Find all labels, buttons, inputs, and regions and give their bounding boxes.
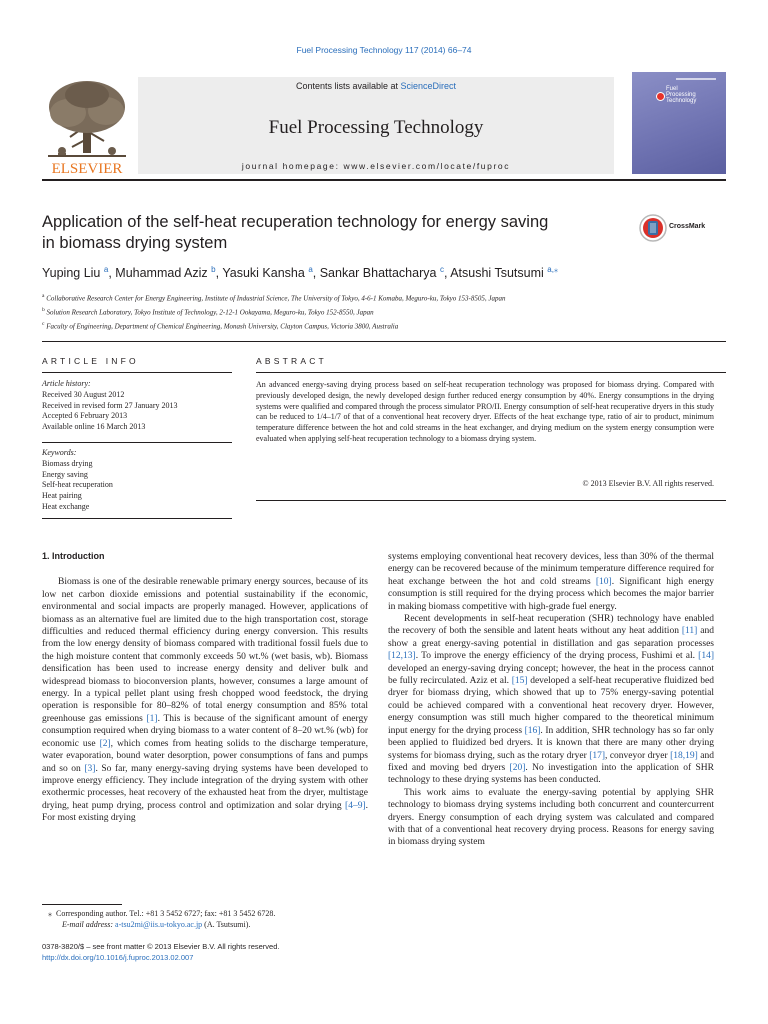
journal-homepage-link[interactable]: journal homepage: www.elsevier.com/locate/fuproc [241, 161, 511, 171]
reference-link[interactable]: [3] [84, 763, 96, 774]
author-email-link[interactable]: a-tsu2mi@iis.u-tokyo.ac.jp [115, 920, 203, 929]
cover-title-line: Fuel [666, 86, 678, 92]
article-history [42, 379, 232, 433]
article-info-heading: ARTICLE INFO [42, 356, 139, 366]
reference-link[interactable]: [12,13] [388, 651, 416, 662]
crossmark-badge[interactable] [639, 213, 729, 243]
email-label: E-mail address: [62, 920, 114, 929]
affiliation-item: $^a$ Collaborative Research Center for Energy Engineering, Institute of Industrial Science, The University of Tokyo, 4-6-1 Komaba, Meguro-ku, Tokyo 153-8505, Japan [42, 293, 506, 303]
history-item: Received in revised form 27 January 2013 [42, 400, 178, 410]
author-name[interactable]: Yasuki Kansha [222, 266, 305, 281]
doi-link[interactable]: http://dx.doi.org/10.1016/j.fuproc.2013.02.007 [42, 953, 194, 962]
author-name[interactable]: Sankar Bhattacharya [319, 266, 437, 281]
reference-link[interactable]: [4–9] [345, 800, 366, 811]
cover-logo-icon [656, 92, 665, 101]
reference-link[interactable]: [2] [99, 738, 111, 749]
author-affiliation-mark[interactable]: a [308, 265, 313, 274]
divider [42, 341, 726, 342]
footnote [42, 908, 368, 930]
contents-line [138, 81, 614, 91]
reference-link[interactable]: [17] [589, 750, 606, 761]
body-text: . This is because of the significant amount of energy consumption required when drying biomass to a water content of 8–20 wt.% (wb) for economic use [42, 713, 368, 749]
author-name[interactable]: Yuping Liu [42, 266, 101, 281]
body-column-left [42, 550, 368, 825]
keyword-item: Heat exchange [42, 501, 90, 511]
reference-link[interactable]: [10] [595, 576, 612, 587]
history-item: Available online 16 March 2013 [42, 422, 146, 432]
cover-title-line: Processing [666, 92, 696, 98]
affiliation-item: $^b$ Solution Research Laboratory, Tokyo Institute of Technology, 2-12-1 Ookayama, Meguro-ku, Tokyo 152-8550, Japan [42, 306, 374, 317]
keyword-item: Biomass drying [42, 458, 93, 468]
body-column-right [388, 551, 714, 849]
author-affiliation-mark[interactable]: a,⁎ [547, 265, 558, 274]
keywords [42, 448, 232, 513]
body-text: and show a great energy-saving potential in distillation and gas separation processes [388, 626, 714, 649]
section-heading: 1. Introduction [42, 551, 105, 561]
masthead [42, 67, 726, 177]
footnote-rule [42, 904, 122, 905]
body-text: . To improve the energy efficiency of the drying process, Fushimi et al. [415, 651, 699, 662]
cover-title-line: Technology [666, 98, 697, 104]
crossmark-label: CrossMark [669, 223, 706, 230]
sciencedirect-link[interactable]: ScienceDirect [400, 81, 457, 91]
info-divider [42, 442, 232, 443]
affiliations [42, 291, 505, 332]
journal-title: Fuel Processing Technology [268, 117, 484, 138]
contents-prefix: Contents lists available at [295, 81, 401, 91]
history-item: Received 30 August 2012 [42, 389, 125, 399]
reference-link[interactable]: [11] [681, 626, 698, 637]
cover-title [666, 86, 722, 104]
abstract-heading: ABSTRACT [256, 356, 327, 366]
reference-link[interactable]: [18,19] [670, 750, 698, 761]
history-heading: Article history: [42, 379, 91, 388]
cover-strip [676, 78, 716, 80]
body-paragraph [388, 551, 714, 613]
keyword-item: Energy saving [42, 469, 88, 479]
email-owner: (A. Tsutsumi). [204, 920, 251, 929]
reference-link[interactable]: [1] [146, 713, 158, 724]
author-name[interactable]: Atsushi Tsutsumi [450, 266, 544, 281]
body-text: . Significant high energy consumption is still required for the drying process which becomes the major barrier in making biomass competitive with high-grade fuel energy. [388, 576, 714, 612]
author-affiliation-mark[interactable]: c [439, 265, 444, 274]
body-paragraph [42, 576, 368, 824]
reference-link[interactable]: [20] [509, 762, 526, 773]
author-affiliation-mark[interactable]: a [103, 265, 109, 274]
body-paragraph [388, 787, 714, 849]
journal-citation-link[interactable]: Fuel Processing Technology 117 (2014) 66–74 [296, 45, 472, 55]
journal-banner [138, 77, 614, 174]
front-matter [42, 941, 382, 963]
body-text: This work aims to evaluate the energy-saving potential by applying SHR technology to biomass drying systems including both concurrent and countercurrent dryers. Energy consumption of each drying system was calculated and compared with that of a conventional heat recovery drying process. Reasons for energy saving in biomass drying system [388, 787, 714, 848]
email-line [48, 919, 368, 930]
abstract-divider [256, 500, 726, 501]
keyword-item: Heat pairing [42, 491, 82, 501]
corresponding-author-text: Corresponding author. Tel.: +81 3 5452 6727; fax: +81 3 5452 6728. [56, 909, 276, 918]
elsevier-wordmark: ELSEVIER [51, 161, 123, 177]
author-name[interactable]: Muhammad Aziz [115, 266, 208, 281]
author-affiliation-mark[interactable]: b [211, 265, 216, 274]
reference-link[interactable]: [15] [511, 676, 528, 687]
abstract-copyright: © 2013 Elsevier B.V. All rights reserved. [582, 479, 714, 488]
body-text: , which comes from heating solids to the discharge temperature, water evaporation, bound water desorption, power consumptions of fans and pumps and so on [42, 738, 368, 774]
info-divider [42, 518, 232, 519]
masthead-rule [42, 179, 726, 181]
body-text: Biomass is one of the desirable renewable primary energy sources, because of its low net carbon dioxide emissions and potential sustainability if the economic, environmental and social impacts are properly managed. However, applications of biomass as an alternative fuel are limited due to the high transportation cost, storage difficulties and reduced thermal efficiency during energy conversion. This results from the low energy density of biomass compared with traditional fossil fuels due to the high moisture content that commonly exceeds 50 wt.% (wet basis, wb). Biomass densification has been used to increase energy density and deliver bulk and widespread biomass to bioconversion plants, however, consumes a large amount of energy. In a typical pellet plant using fresh chopped wood feedstock, the drying operation is responsible for 80–82% of total energy consumption and 85% total greenhouse gas emissions [42, 577, 368, 724]
article-title-line: Application of the self-heat recuperation technology for energy saving [42, 213, 549, 231]
corresponding-author-note [48, 908, 368, 919]
issn-line: 0378-3820/$ – see front matter © 2013 Elsevier B.V. All rights reserved. [42, 942, 280, 951]
crossmark-icon [639, 213, 667, 243]
journal-cover-image[interactable] [632, 72, 726, 174]
article-title-line: in biomass drying system [42, 234, 228, 252]
body-text: . For most existing drying [42, 800, 368, 824]
body-text: Recent developments in self-heat recuperation (SHR) technology have enabled the recovery of both the sensible and latent heats without any heat addition [388, 614, 714, 637]
body-text: . In addition, SHR technology has so far only been applied to fluidized bed dryers. It is known that there are many other drying systems for biomass drying, such as the rotary dryer [388, 725, 714, 761]
history-item: Accepted 6 February 2013 [42, 411, 128, 421]
body-paragraph [388, 613, 714, 787]
body-text: systems employing conventional heat recovery devices, less than 30% of the thermal energy can be recovered because of the minimum temperature difference required for heat exchange between the hot and cold streams [388, 552, 714, 587]
abstract-divider [256, 372, 726, 373]
affiliation-item: $^c$ Faculty of Engineering, Department of Chemical Engineering, Monash University, Clayton Campus, Victoria 3800, Australia [42, 320, 399, 330]
body-text: , conveyor dryer [605, 750, 671, 761]
body-text: developed an energy-saving drying concept; however, the heat in the process cannot be fully recirculated. Aziz et al. [388, 663, 714, 687]
body-text: . No investigation into the application of SHR technology to these drying systems has been conducted. [388, 762, 714, 786]
footnote-mark: ⁎ [48, 909, 52, 918]
body-text: . So far, many energy-saving drying systems have been developed to improve energy efficiency. They include integration of the drying system with other exothermic processes, heat recovery of the exhausted heat from the dryer, multistage drying, heat pump drying, process control and optimization and solar drying [42, 763, 368, 811]
reference-link[interactable]: [16] [524, 725, 541, 736]
elsevier-tree-icon [42, 77, 132, 177]
abstract-text: An advanced energy-saving drying process based on self-heat recuperation technology was proposed for biomass drying. Compared with previously developed design, the newly developed design further reduced energy consumption by 40%. Energy consumptions in the drying systems were qualified and compared through the process simulator PRO/II. Energy consumption of self-heat recuperative dryers in this study can be reduced to 1/4–1/7 of that of a conventional heat recovery dryer. Effects of the heat exchange type, ratio of air to product, minimum temperature difference between the hot and cold streams in the heat exchanger, and drying medium on the system energy consumption were evaluated when applying self-heat recuperation technology to a biomass drying system. [256, 380, 714, 443]
info-divider [42, 372, 232, 373]
keyword-item: Self-heat recuperation [42, 480, 113, 490]
keywords-heading: Keywords: [42, 448, 77, 457]
elsevier-logo[interactable] [42, 77, 132, 177]
body-text: and fixed and moving bed dryers [388, 750, 715, 773]
article-title [42, 212, 622, 254]
body-text: developed a self-heat recuperative fluidized bed dryer for biomass drying, which showed that up to 75% energy-saving potential could be achieved compared with a conventional heat recovery dryer. However, energy consumption was still much higher compared to the theoretical minimum input energy for the drying process [388, 676, 714, 736]
author-list: Yuping Liu $^a$, Muhammad Aziz $^b$, Yasuki Kansha $^a$, Sankar Bhattacharya $^c$, Atsushi Tsutsumi $^{a,⁎}$ [42, 265, 558, 281]
reference-link[interactable]: [14] [698, 651, 714, 662]
